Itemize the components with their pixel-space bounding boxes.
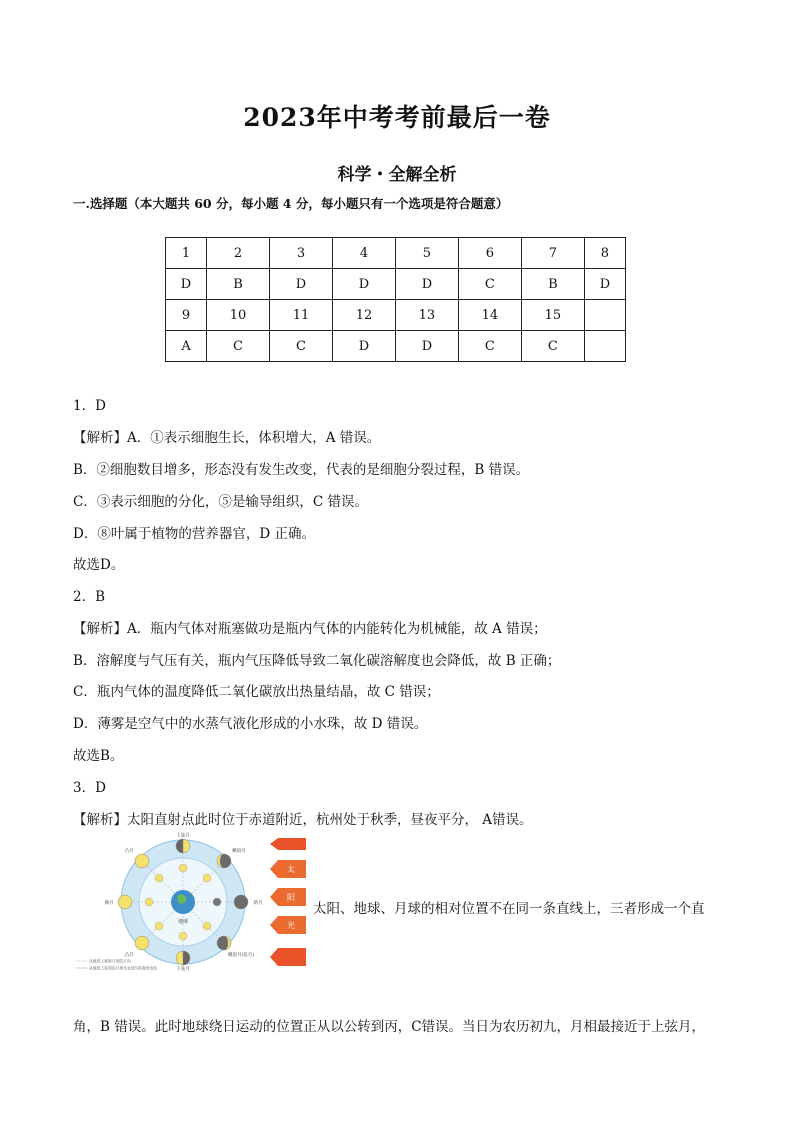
table-row (166, 269, 626, 300)
table-cell: 5 (395, 238, 458, 269)
sunlight-char: 光 (287, 921, 295, 930)
table-cell: 9 (166, 300, 207, 331)
table-cell: 13 (395, 300, 458, 331)
q3-wrap-text: 角，B 错误。此时地球绕日运动的位置正从以公转到丙，C错误。当日为农历初九，月相最接近于上弦月， (73, 1019, 706, 1035)
table-cell: B (521, 269, 584, 300)
q1-line: 【解析】A．①表示细胞生长，体积增大，A 错误。 (73, 430, 381, 446)
table-cell: D (332, 331, 395, 362)
sunlight-char: 阳 (287, 893, 295, 902)
table-cell: A (166, 331, 207, 362)
q1-line: C．③表示细胞的分化，⑤是输导组织，C 错误。 (73, 494, 368, 510)
table-cell (584, 331, 625, 362)
q1-line: D．⑧叶属于植物的营养器官，D 正确。 (73, 526, 315, 542)
moon-label-top: 上弦月 (176, 833, 190, 839)
table-cell: 10 (207, 300, 270, 331)
q3-answer: 3．D (73, 780, 106, 796)
moon-label-bottom-right: 蛾眉月(弦月) (227, 953, 255, 958)
q3-line: 【解析】太阳直射点此时位于赤道附近，杭州处于秋季，昼夜平分， A错误。 (73, 812, 533, 828)
q1-answer: 1．D (73, 398, 106, 414)
table-cell: C (270, 331, 333, 362)
table-cell: 12 (332, 300, 395, 331)
q2-line: D．薄雾是空气中的水蒸气液化形成的小水珠，故 D 错误。 (73, 716, 428, 732)
table-cell: 8 (584, 238, 625, 269)
moon-label-bottom-left: 凸月 (124, 953, 134, 958)
table-cell: 2 (207, 238, 270, 269)
moon-label-left: 满月 (104, 901, 114, 906)
table-cell: C (521, 331, 584, 362)
q1-line: 故选D。 (73, 557, 125, 573)
moon-label-top-right: 蛾眉月 (232, 849, 246, 854)
table-cell: 11 (270, 300, 333, 331)
answer-table (165, 237, 626, 362)
table-cell: C (458, 331, 521, 362)
table-cell: D (332, 269, 395, 300)
table-cell: D (584, 269, 625, 300)
table-cell: 15 (521, 300, 584, 331)
q2-line: B．溶解度与气压有关，瓶内气压降低导致二氧化碳溶解度也会降低，故 B 正确； (73, 653, 561, 669)
sunlight-char: 太 (287, 865, 295, 874)
legend-item: 从地球上观察月球的方向 (89, 958, 131, 964)
earth-label: 地球 (177, 919, 189, 925)
table-cell (584, 300, 625, 331)
table-cell: 4 (332, 238, 395, 269)
q2-line: C．瓶内气体的温度降低二氧化碳放出热量结晶，故 C 错误； (73, 684, 440, 700)
table-cell: 1 (166, 238, 207, 269)
table-cell: 14 (458, 300, 521, 331)
q2-line: 【解析】A．瓶内气体对瓶塞做功是瓶内气体的内能转化为机械能，故 A 错误； (73, 621, 547, 637)
moon-icon (135, 854, 149, 868)
moon-icon (118, 895, 132, 909)
table-cell: C (458, 269, 521, 300)
table-cell: D (166, 269, 207, 300)
table-cell: D (395, 331, 458, 362)
table-cell: D (270, 269, 333, 300)
table-cell: 7 (521, 238, 584, 269)
moon-phase-diagram (73, 832, 308, 977)
table-cell: C (207, 331, 270, 362)
table-cell: 3 (270, 238, 333, 269)
table-row (166, 300, 626, 331)
legend-item: 从地球上看到的月球光亮部分的视角变化 (89, 965, 158, 971)
table-cell: 6 (458, 238, 521, 269)
table-cell: B (207, 269, 270, 300)
moon-label-bottom: 下弦月 (176, 967, 190, 972)
q2-line: 故选B。 (73, 748, 124, 764)
q2-answer: 2．B (73, 589, 106, 605)
moon-label-right: 新月 (253, 901, 263, 906)
moon-icon (234, 895, 248, 909)
table-row (166, 238, 626, 269)
moon-icon (135, 936, 149, 950)
table-row (166, 331, 626, 362)
section-heading: 一.选择题（本大题共 60 分，每小题 4 分，每小题只有一个选项是符合题意） (73, 196, 509, 211)
page-title: 2023年中考考前最后一卷 (243, 103, 551, 132)
moon-label-top-left: 凸月 (124, 849, 134, 854)
table-cell: D (395, 269, 458, 300)
q1-line: B．②细胞数目增多，形态没有发生改变，代表的是细胞分裂过程，B 错误。 (73, 462, 530, 478)
q3-side-text: 太阳、地球、月球的相对位置不在同一条直线上，三者形成一个直 (313, 901, 705, 917)
page-subtitle: 科学・全解全析 (337, 165, 457, 185)
